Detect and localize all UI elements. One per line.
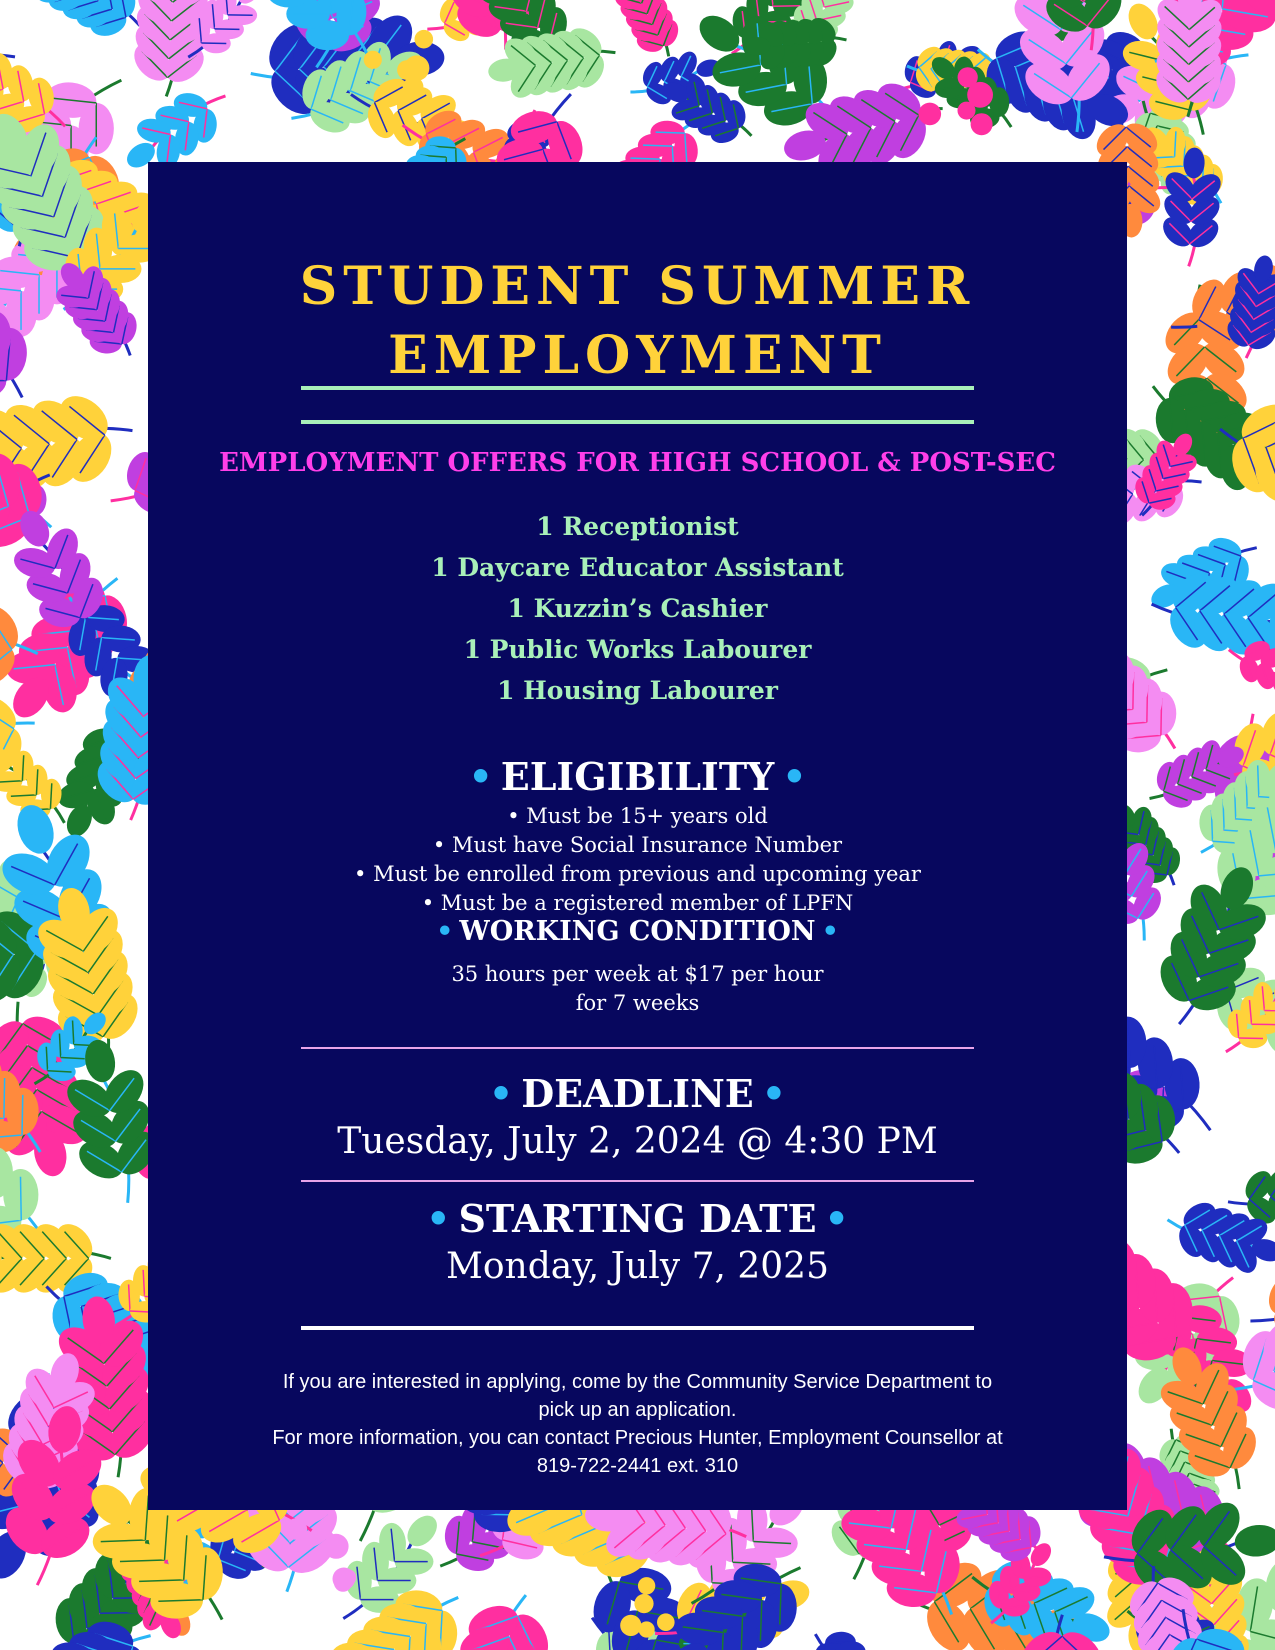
deadline-heading: [148, 1069, 1127, 1119]
footer-text: pick up an application.: [538, 1399, 737, 1421]
bullet-dot: •: [761, 1072, 787, 1116]
eligibility-item: • Must have Social Insurance Number: [432, 833, 843, 857]
bullet-dot: •: [824, 1197, 849, 1241]
footer-text: If you are interested in applying, come by the Community Service Department to: [282, 1371, 993, 1393]
leaf-sprig: [602, 0, 692, 68]
deadline-heading-text: DEADLINE: [521, 1071, 754, 1116]
job-item: 1 Receptionist: [536, 512, 739, 541]
eligibility-item: • Must be enrolled from previous and upcoming year: [354, 862, 921, 886]
job-item: 1 Kuzzin’s Cashier: [507, 594, 768, 623]
offers-subtitle: EMPLOYMENT OFFERS FOR HIGH SCHOOL & POST-SEC: [219, 448, 1056, 478]
working-condition-heading: [148, 914, 1127, 950]
leaf-sprig: [794, 1613, 913, 1650]
job-item: 1 Daycare Educator Assistant: [431, 553, 844, 582]
title-underline-top: [301, 386, 974, 390]
bullet-dot: •: [436, 916, 454, 947]
bullet-dot: •: [468, 755, 493, 799]
eligibility-item: • Must be 15+ years old: [507, 804, 768, 828]
section-divider: [301, 1180, 974, 1182]
footer-divider: [301, 1326, 974, 1330]
eligibility-heading: [148, 752, 1127, 802]
poster-title-line-1: STUDENT SUMMER: [299, 256, 976, 317]
bullet-dot: •: [821, 916, 839, 947]
poster-title-line-2: EMPLOYMENT: [388, 325, 887, 386]
job-list: [148, 506, 1127, 711]
eligibility-heading-text: ELIGIBILITY: [500, 754, 775, 799]
poster-panel: [148, 162, 1127, 1510]
starting-date-heading-text: STARTING DATE: [458, 1196, 817, 1241]
job-item: 1 Public Works Labourer: [463, 635, 812, 664]
deadline-date: Tuesday, July 2, 2024 @ 4:30 PM: [337, 1121, 938, 1162]
starting-date-heading: [148, 1194, 1127, 1244]
eligibility-list: [148, 802, 1127, 918]
leaf-sprig: [12, 0, 159, 56]
bullet-dot: •: [426, 1197, 451, 1241]
bullet-dot: •: [782, 755, 807, 799]
title-underline-bottom: [301, 420, 974, 424]
section-divider: [301, 1047, 974, 1049]
eligibility-item: • Must be a registered member of LPFN: [421, 891, 854, 915]
footer-text: For more information, you can contact Precious Hunter, Employment Counsellor at: [272, 1427, 1003, 1449]
job-item: 1 Housing Labourer: [497, 676, 778, 705]
starting-date-value: Monday, July 7, 2025: [446, 1246, 829, 1287]
footer-text: 819-722-2441 ext. 310: [536, 1455, 739, 1477]
working-condition-heading-text: WORKING CONDITION: [459, 916, 816, 947]
working-condition-hours: 35 hours per week at $17 per hour: [451, 962, 824, 986]
bullet-dot: •: [488, 1072, 514, 1116]
working-condition-duration: for 7 weeks: [575, 991, 700, 1015]
